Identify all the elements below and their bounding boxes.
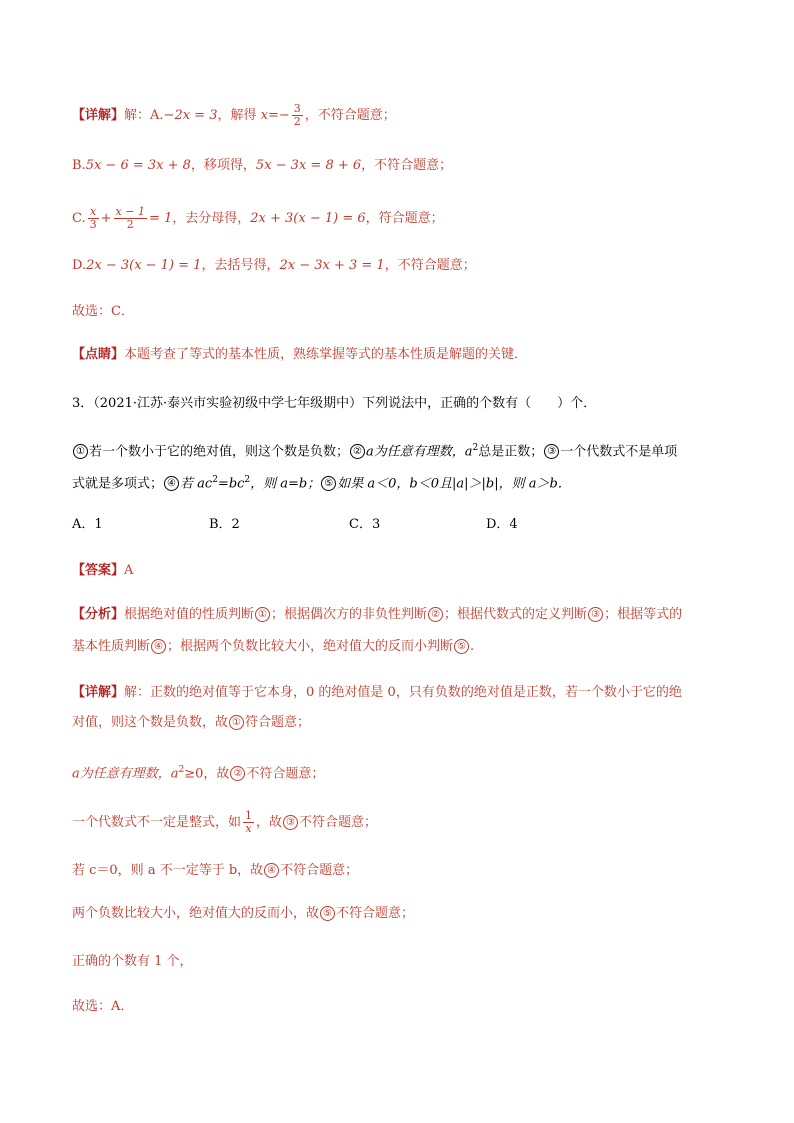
comment-tag: 【点睛】 xyxy=(72,347,125,362)
detail-line-6: 两个负数比较大小，绝对值大的反而小，故 ⑤ 不符合题意； xyxy=(72,906,415,921)
detail-line-7: 正确的个数有 1 个， xyxy=(72,954,193,969)
solution-line-c: C. $\frac{x}{3}$ + $\frac{x - 1}{2}$ = 1，去分母得，2x + 3(x − 1) = 6，符合题意； xyxy=(72,205,444,231)
option-c: C．3 xyxy=(349,517,381,532)
question-3-statement-2: 式就是多项式； ④ 若 $ac^2=bc^2$，则 a=b； ⑤ 如果 a＜0，b＜0且|a|＞|b|，则 a＞b． xyxy=(72,475,571,492)
analysis-line-1: 【分析】根据绝对值的性质判断 ① ；根据偶次方的非负性判断 ② ；根据代数式的定义判断 ③ ；根据等式的 xyxy=(72,607,683,622)
answer-line: 【答案】A xyxy=(72,563,134,578)
option-d: D．4 xyxy=(486,517,518,532)
detail-line-3: a为任意有理数，$a^2\ge 0$，故 ② 不符合题意； xyxy=(72,765,325,782)
detail-line-5: 若 c＝0，则 a 不一定等于 b，故 ④ 不符合题意； xyxy=(72,863,359,878)
option-b: B．2 xyxy=(209,517,240,532)
detail-line-8: 故选：A． xyxy=(72,999,134,1014)
question-3-statement-1: ① 若一个数小于它的绝对值，则这个数是负数； ② a为任意有理数，$a^2$总是正数； ③ 一个代数式不是单项 xyxy=(72,438,677,462)
solution-line-a: 【详解】解：A.−2x = 3，解得 x=− $\frac{3}{2}$ ，不符合题意； xyxy=(72,102,396,128)
detail-tag: 【详解】 xyxy=(72,685,125,700)
fraction: $\frac{3}{2}$ xyxy=(293,102,301,128)
solution-line-d: D.2x − 3(x − 1) = 1，去括号得，2x − 3x + 3 = 1，不符合题意； xyxy=(72,258,476,273)
choice-line: 故选：C． xyxy=(72,304,134,319)
answer-tag: 【答案】 xyxy=(72,563,125,578)
comment-line: 【点睛】本题考查了等式的基本性质，熟练掌握等式的基本性质是解题的关键． xyxy=(72,347,528,362)
analysis-line-2: 基本性质判断 ④ ；根据两个负数比较大小，绝对值大的反而小判断 ⑤ . xyxy=(72,639,475,654)
option-a: A．1 xyxy=(72,517,103,532)
question-3-title: 3．（2021·江苏·泰兴市实验初级中学七年级期中）下列说法中，正确的个数有（ ）个． xyxy=(72,396,597,411)
analysis-tag: 【分析】 xyxy=(72,607,125,622)
fraction: $\frac{x}{3}$ xyxy=(89,205,97,231)
fraction: $\frac{x - 1}{2}$ xyxy=(115,205,145,231)
detail-line-4: 一个代数式不一定是整式，如 $\frac{1}{x}$ ，故 ③ 不符合题意； xyxy=(72,809,378,835)
detail-line-1: 【详解】解：正数的绝对值等于它本身，0 的绝对值是 0，只有负数的绝对值是正数，若一个数小于它的绝 xyxy=(72,685,682,700)
question-3-options xyxy=(72,515,532,535)
detail-tag: 【详解】 xyxy=(72,108,125,123)
fraction: $\frac{1}{x}$ xyxy=(245,809,253,835)
solution-line-b: B.5x − 6 = 3x + 8，移项得，5x − 3x = 8 + 6，不符合题意； xyxy=(72,158,453,173)
detail-line-2: 对值，则这个数是负数，故 ① 符合题意； xyxy=(72,715,311,730)
